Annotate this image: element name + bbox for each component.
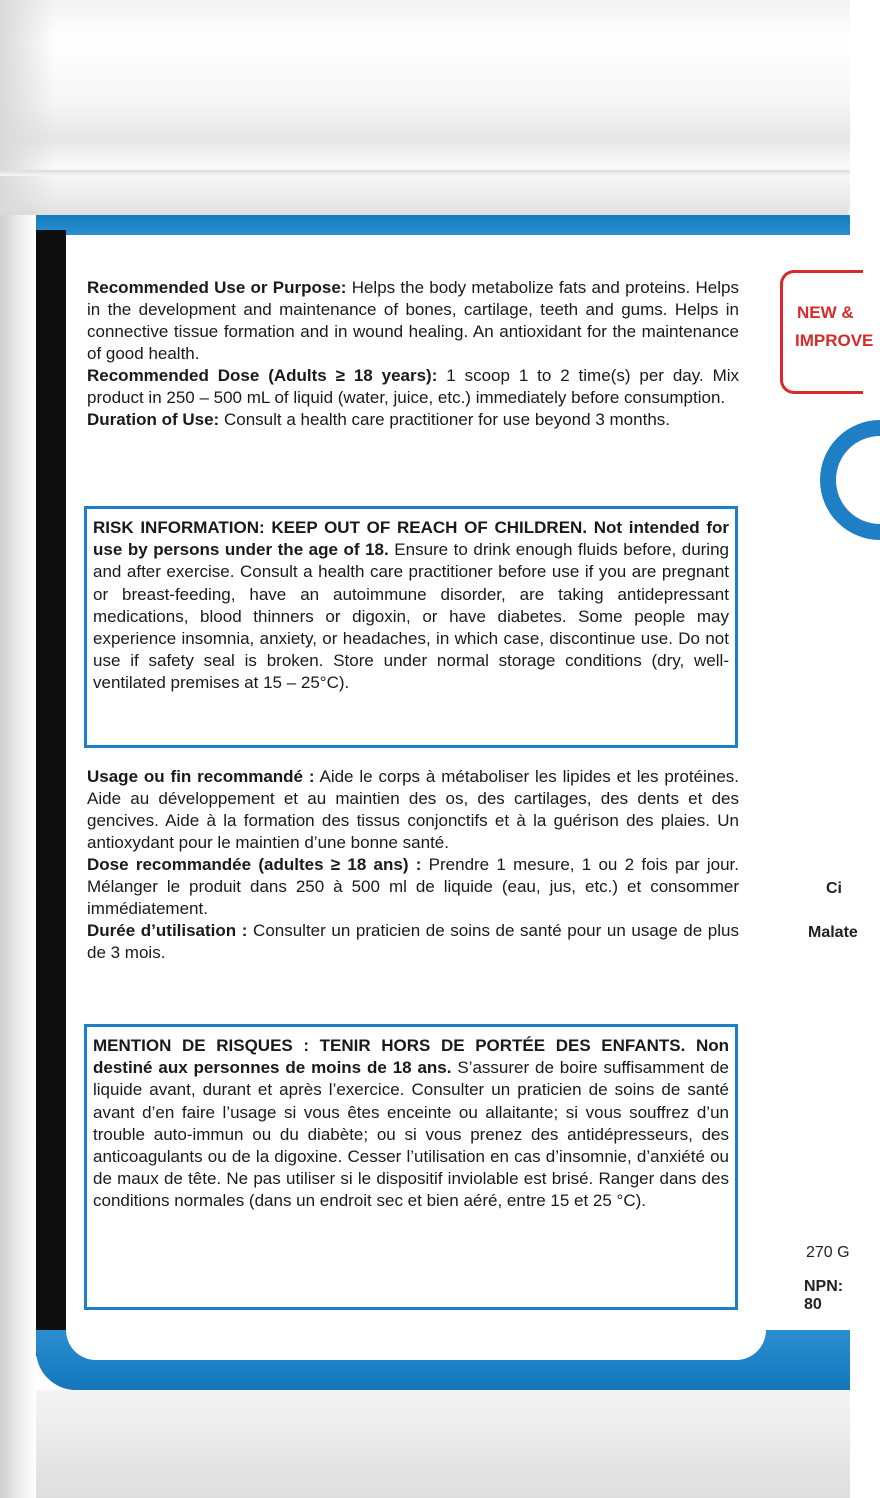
jar-edge-shadow bbox=[0, 215, 36, 1498]
badge-line-1: NEW & bbox=[797, 303, 854, 322]
jar-lid bbox=[0, 0, 850, 225]
label-black-strip bbox=[36, 230, 66, 1356]
side-text-ci: Ci bbox=[826, 880, 842, 897]
mention-de-risques bbox=[93, 1035, 729, 1213]
npn-number: NPN: 80 bbox=[804, 1278, 844, 1313]
mention-heading: MENTION DE RISQUES : TENIR HORS DE PORTÉE DES ENFANTS. Non destiné aux personnes de moins de 18 ans. bbox=[93, 1036, 729, 1078]
duration-of-use bbox=[87, 409, 739, 431]
lid-rim bbox=[0, 170, 850, 176]
duree-utilisation bbox=[87, 920, 739, 964]
jar-base bbox=[36, 1390, 850, 1498]
english-risk-box bbox=[84, 506, 738, 748]
lid-shadow bbox=[0, 0, 55, 225]
badge-line-2: IMPROVE bbox=[795, 331, 874, 350]
new-improved-badge bbox=[780, 270, 874, 394]
duree-text: Consulter un praticien de soins de santé pour un usage de plus de 3 mois. bbox=[87, 921, 739, 962]
duration-text: Consult a health care practitioner for use beyond 3 months. bbox=[219, 410, 670, 429]
recommended-dose-text: 1 scoop 1 to 2 time(s) per day. Mix product in 250 – 500 mL of liquid (water, juice, etc.) immediately before consumption. bbox=[87, 366, 740, 407]
recommended-dose bbox=[87, 365, 739, 409]
duree-label: Durée d’utilisation : bbox=[87, 921, 248, 940]
french-risk-box bbox=[84, 1024, 738, 1310]
usage-text: Aide le corps à métaboliser les lipides et les protéines. Aide au développement et au maintien des os, des cartilages, des dents et des gencives. Aide à la formation des tissus conjonctifs et à la guérison des plaies. Un antioxydant pour le maintien d’une bonne santé. bbox=[87, 767, 739, 852]
label-bottom-band bbox=[36, 1330, 850, 1390]
label-top-band bbox=[36, 215, 850, 235]
french-directions bbox=[87, 766, 739, 964]
risk-information-text: Ensure to drink enough fluids before, during and after exercise. Consult a health care practitioner before use if you are pregnant or breast-feeding, have an autoimmune disorder, are taking antidepressant medications, blood thinners or digoxin, or have diabetes. Some people may experience insomnia, anxiety, or headaches, in which case, discontinue use. Do not use if safety seal is broken. Store under normal storage conditions (dry, well-ventilated premises at 15 – 25°C). bbox=[93, 540, 729, 693]
usage-recommande bbox=[87, 766, 739, 854]
recommended-use-label: Recommended Use or Purpose: bbox=[87, 278, 347, 297]
dose-fr-text: Prendre 1 mesure, 1 ou 2 fois par jour. Mélanger le produit dans 250 à 500 ml de liquide (eau, jus, etc.) et consommer immédiatement. bbox=[87, 855, 740, 918]
risk-information bbox=[93, 517, 729, 695]
risk-information-heading: RISK INFORMATION: KEEP OUT OF REACH OF CHILDREN. Not intended for use by persons under the age of 18. bbox=[93, 518, 729, 560]
dose-recommandee bbox=[87, 854, 739, 920]
recommended-use bbox=[87, 277, 739, 365]
mention-text: S’assurer de boire suffisamment de liquide avant, durant et après l’exercice. Consulter un praticien de soins de santé avant d’en faire l’usage si vous êtes enceinte ou allaitante; si vous souffrez d’un trouble auto-immun ou du diabète; ou si vous prenez des antidépresseurs, des anticoagulants ou de la digoxine. Cesser l’utilisation en cas d’insomnie, d’anxiété ou de maux de tête. Ne pas utiliser si le dispositif inviolable est brisé. Ranger dans des conditions normales (dans un endroit sec et bien aéré, entre 15 et 25 °C). bbox=[93, 1058, 729, 1211]
side-text-malate: Malate bbox=[808, 924, 858, 941]
net-weight: 270 G bbox=[806, 1244, 850, 1261]
recommended-dose-label: Recommended Dose (Adults ≥ 18 years): bbox=[87, 366, 438, 385]
english-directions bbox=[87, 277, 739, 431]
dose-fr-label: Dose recommandée (adultes ≥ 18 ans) : bbox=[87, 855, 422, 874]
recommended-use-text: Helps the body metabolize fats and proteins. Helps in the development and maintenance of bones, cartilage, teeth and gums. Helps in connective tissue formation and in wound healing. An antioxidant for the maintenance of good health. bbox=[87, 278, 739, 363]
duration-label: Duration of Use: bbox=[87, 410, 220, 429]
usage-label: Usage ou fin recommandé : bbox=[87, 767, 315, 786]
